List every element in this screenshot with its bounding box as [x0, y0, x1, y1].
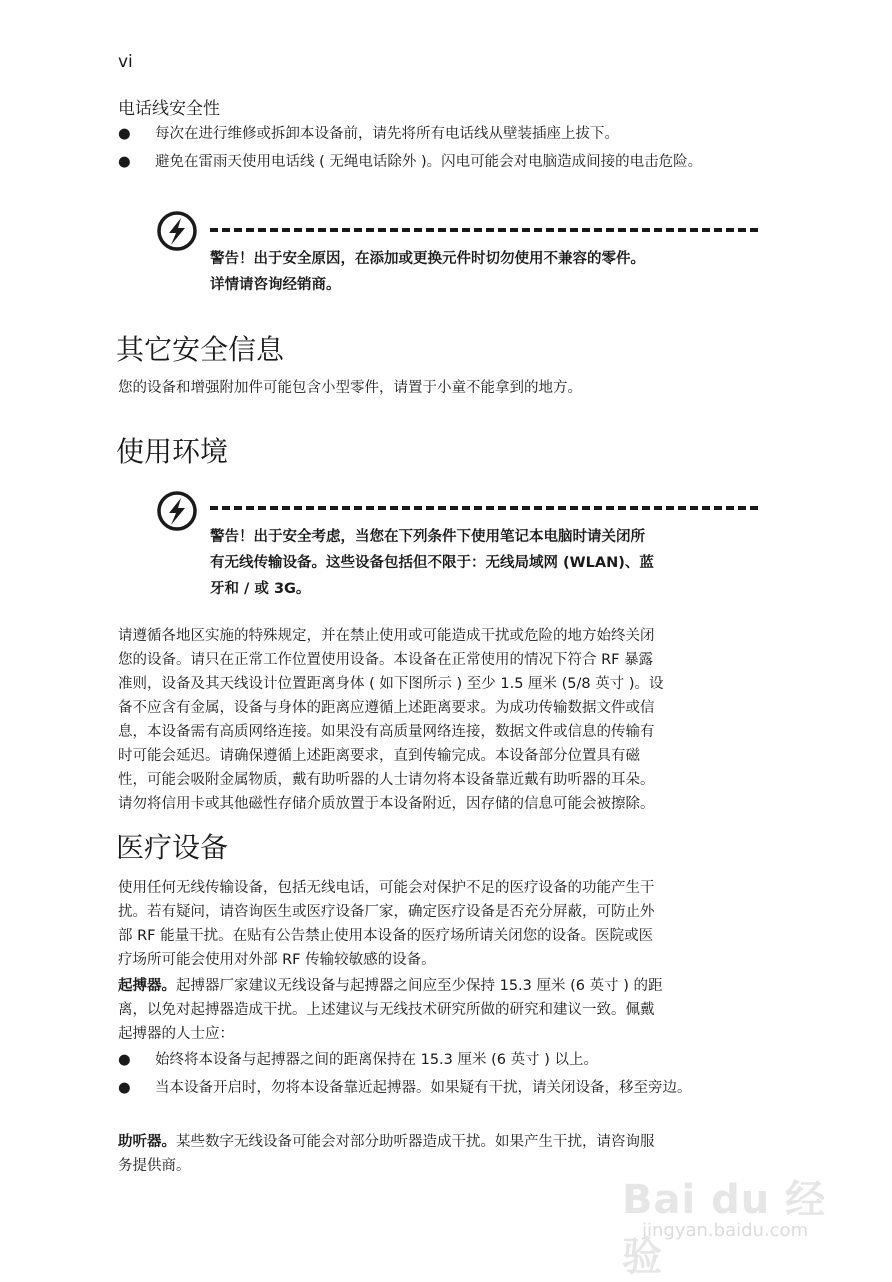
- warning-text: [210, 524, 750, 602]
- warning-line: 详情请咨询经销商。: [210, 277, 341, 293]
- hearing-aid-label: 助听器。: [118, 1134, 176, 1150]
- other-safety-text: 您的设备和增强附加件可能包含小型零件，请置于小童不能拿到的地方。: [118, 380, 582, 396]
- list-item-text: 始终将本设备与起搏器之间的距离保持在 15.3 厘米 (6 英寸 ) 以上。: [155, 1052, 598, 1068]
- list-item-text: 避免在雷雨天使用电话线 ( 无绳电话除外 )。闪电可能会对电脑造成间接的电击危险。: [155, 154, 703, 170]
- lightning-warning-icon: [156, 490, 198, 532]
- environment-heading: 使用环境: [116, 435, 229, 468]
- hearing-aid-text: 某些数字无线设备可能会对部分助听器造成干扰。如果产生干扰，请咨询服: [176, 1134, 655, 1150]
- warning-text: [210, 246, 750, 298]
- phone-safety-heading: 电话线安全性: [118, 99, 220, 119]
- text-line: 部 RF 能量干扰。在贴有公告禁止使用本设备的医疗场所请关闭您的设备。医院或医: [118, 928, 654, 944]
- text-line: 疗场所可能会使用对外部 RF 传输较敏感的设备。: [118, 952, 436, 968]
- text-line: 准则，设备及其天线设计位置距离身体 ( 如下图所示 ) 至少 1.5 厘米 (5/8 英寸 )。设: [118, 676, 664, 692]
- list-item: [118, 1076, 758, 1124]
- environment-body: [118, 624, 758, 816]
- pacemaker-label: 起搏器。: [118, 978, 176, 994]
- warning-icon: [156, 490, 198, 536]
- text-line: 备不应含有金属，设备与身体的距离应遵循上述距离要求。为成功传输数据文件或信: [118, 700, 655, 716]
- bullet-dot: ●: [118, 1052, 131, 1068]
- text-line: 息，本设备需有高质网络连接。如果没有高质量网络连接，数据文件或信息的传输有: [118, 724, 655, 740]
- warning-divider: [210, 228, 758, 232]
- watermark-brand: Bai du 经验: [622, 1177, 827, 1280]
- text-line: 您的设备。请只在正常工作位置使用设备。本设备在正常使用的情况下符合 RF 暴露: [118, 652, 654, 668]
- list-item: [118, 122, 758, 146]
- text-line: [118, 1130, 758, 1154]
- text-line: 时可能会延迟。请确保遵循上述距离要求，直到传输完成。本设备部分位置具有磁: [118, 748, 640, 764]
- text-line: 起搏器的人士应：: [118, 1026, 234, 1042]
- pacemaker-text: 起搏器厂家建议无线设备与起搏器之间应至少保持 15.3 厘米 (6 英寸 ) 的距: [176, 978, 663, 994]
- bullet-dot: ●: [118, 126, 131, 142]
- bullet-dot: ●: [118, 154, 131, 170]
- warning-line: 警告！出于安全考虑，当您在下列条件下使用笔记本电脑时请关闭所: [210, 529, 645, 545]
- other-safety-heading: 其它安全信息: [116, 333, 285, 366]
- text-line: 请勿将信用卡或其他磁性存储介质放置于本设备附近，因存储的信息可能会被擦除。: [118, 796, 655, 812]
- lightning-warning-icon: [156, 210, 198, 252]
- text-line: 性，可能会吸附金属物质，戴有助听器的人士请勿将本设备靠近戴有助听器的耳朵。: [118, 772, 655, 788]
- page-number: vi: [118, 52, 133, 72]
- warning-line: 有无线传输设备。这些设备包括但不限于：无线局域网 (WLAN)、蓝: [210, 555, 654, 571]
- text-line: 使用任何无线传输设备，包括无线电话，可能会对保护不足的医疗设备的功能产生干: [118, 880, 655, 896]
- text-line: 请遵循各地区实施的特殊规定，并在禁止使用或可能造成干扰或危险的地方始终关闭: [118, 628, 655, 644]
- warning-line: 牙和 / 或 3G。: [210, 581, 311, 597]
- warning-icon: [156, 210, 198, 256]
- text-line: 务提供商。: [118, 1158, 191, 1174]
- pacemaker-paragraph: [118, 974, 758, 1046]
- watermark: [622, 1168, 852, 1280]
- list-item-text: 当本设备开启时，勿将本设备靠近起搏器。如果疑有干扰，请关闭设备，移至旁边。: [155, 1080, 692, 1096]
- bullet-dot: ●: [118, 1080, 131, 1096]
- warning-line: 警告！出于安全原因，在添加或更换元件时切勿使用不兼容的零件。: [210, 251, 645, 267]
- text-line: 扰。若有疑问，请咨询医生或医疗设备厂家，确定医疗设备是否充分屏蔽，可防止外: [118, 904, 655, 920]
- watermark-url: jingyan.baidu.com: [642, 1220, 809, 1241]
- list-item: [118, 1048, 758, 1072]
- medical-intro: [118, 876, 758, 972]
- text-line: [118, 974, 758, 998]
- list-item: [118, 150, 758, 198]
- medical-heading: 医疗设备: [116, 831, 229, 864]
- warning-divider: [210, 506, 758, 510]
- text-line: 离，以免对起搏器造成干扰。上述建议与无线技术研究所做的研究和建议一致。佩戴: [118, 1002, 655, 1018]
- list-item-text: 每次在进行维修或拆卸本设备前，请先将所有电话线从壁装插座上拔下。: [155, 126, 619, 142]
